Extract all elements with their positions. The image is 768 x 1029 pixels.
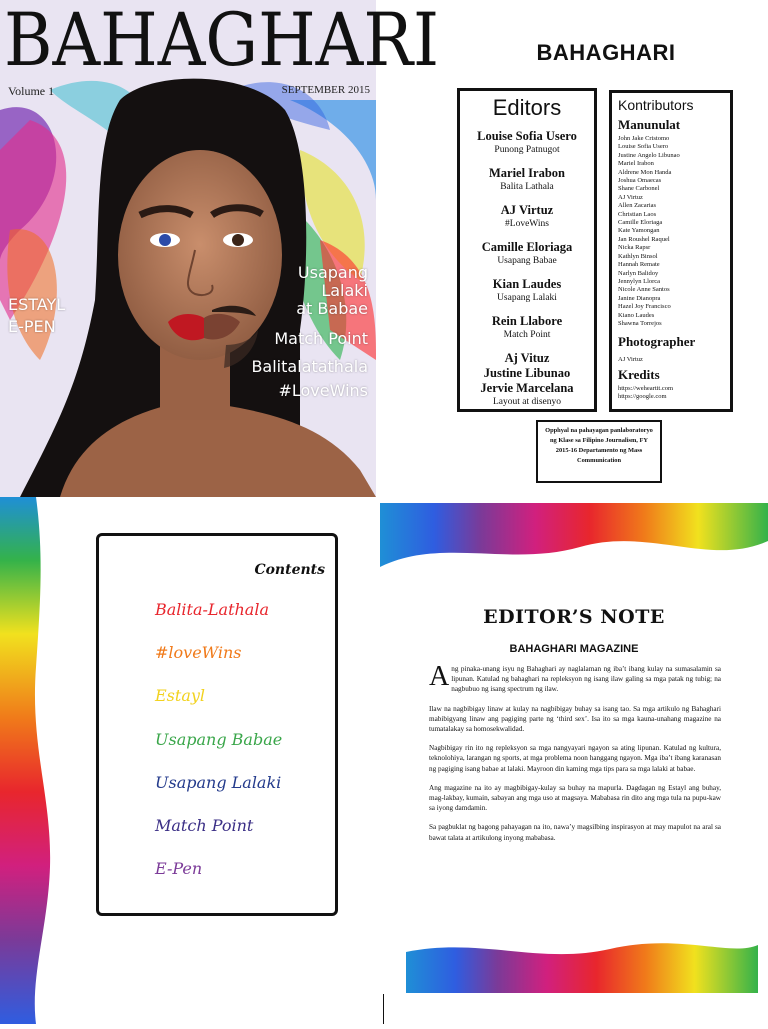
photographer-name: AJ Virtuz [618,356,643,364]
layout-team-names: Aj Vituz Justine Libunao Jervie Marcelana [480,351,574,395]
editor-role: Usapang Babae [497,256,557,266]
layout-team-role: Layout at disenyo [492,397,562,407]
editor-name: Kian Laudes [492,277,562,291]
writer-name: Kathlyn Binsol [618,252,658,260]
toc-item-usapang-babae[interactable]: Usapang Babae [155,730,283,749]
writer-name: Kate Yamongan [618,227,660,235]
cover-date: SEPTEMBER 2015 [281,84,370,96]
contents-box [96,533,338,916]
note-paragraph: Nagbibigay rin ito ng repleksyon sa mga nangyayari ngayon sa ating lipunan. Katulad ng kultura, teknolohiya, larangan ng sports, at mga problema noon hanggang ngayon. Mga iba’t ibang karanasan ng pagiging isang babae at lalaki. Mayroon din kaming mga tips para sa mga lalaki at babae. [429,744,721,773]
contributors-heading: Kontributors [618,97,694,113]
toc-item-match-point[interactable]: Match Point [155,816,254,835]
editor-name: Camille Eloriaga [481,240,573,254]
credits-heading: Kredits [618,366,660,382]
page-divider [383,994,384,1024]
note-paragraph: Ilaw na nagbibigay linaw at kulay na nagbibigay buhay sa isang tao. Sa mga artikulo ng Bahaghari mabibigyang linaw ang pagiging parte ng ‘third sex’. Isa ito sa mga kauna-unahang magazine na tumatalakay sa homosekwalidad. [429,704,721,734]
writer-name: Mariel Irabon [618,160,654,168]
contributors-box [609,90,733,412]
cover-line-lalaki: Lalaki [321,281,368,300]
writer-name: John Jake Cristomo [618,135,670,142]
writer-name: Shawna Torrejos [618,319,662,327]
editor-role: #LoveWins [505,219,549,229]
writer-name: Christian Laos [618,210,657,218]
writer-name: Aldrene Mon Handa [618,168,672,176]
cover-line-balitalatathala: Balitalatathala [251,357,368,376]
writer-name: Camille Eloriaga [618,219,663,227]
contents-heading: Contents [254,562,325,578]
cover-line-match-point: Match Point [274,329,368,348]
writer-name: Narlyn Balidoy [618,269,659,277]
editor-role: Usapang Lalaki [497,293,557,303]
cover-masthead: BAHAGHARI [4,0,440,83]
writer-name: AJ Virtuz [618,193,643,201]
toc-item-balita-lathala[interactable]: Balita-Lathala [155,600,269,619]
editor-name: AJ Virtuz [500,203,554,217]
writer-name: Janine Dianopra [618,294,661,302]
writer-name: Jan Roushel Raquel [618,235,670,243]
cover-line-estayl: ESTAYL [8,295,66,314]
note-paragraph: Sa pagbuklat ng bagong pahayagan na ito, nawa’y magsilbing inspirasyon at may mapulot na aral sa bawat talata at artikulong inyong mababasa. [429,823,721,842]
note-paragraph-text: ng pinaka-unang isyu ng Bahaghari ay naglalaman ng iba’t ibang kulay na sumasalamin sa lipunan. Katulad ng bahaghari na repleksyon ng isang ilaw galing sa mga patak ng tubig; na nagbubuo ng isang spectrum ng ilaw. [451,665,721,694]
writer-name: Joshua Omaecas [618,177,662,185]
editor-role: Match Point [503,330,551,340]
editors-note-title: EDITOR’S NOTE [483,606,665,628]
editors-heading: Editors [492,95,562,120]
editors-box [457,88,597,412]
writer-name: Louise Sofia Usero [618,143,669,151]
editors-note-body [429,661,721,852]
note-paragraph [429,661,721,695]
toc-item-estayl[interactable]: Estayl [155,686,206,705]
writer-name: Hazel Joy Francisco [618,303,671,311]
writer-name: Nicole Anne Santos [618,286,670,294]
writer-name: Shane Carbonel [618,185,660,193]
writer-name: Allen Zacarias [618,202,657,210]
cover-line-lovewins: #LoveWins [278,381,368,400]
writers-heading: Manunulat [618,117,681,132]
publication-note: Opphyal na pahayagan panlaboratoryo ng Klase sa Filipino Journalism, FY 2015-16 Departamento ng Mass Communication [536,420,662,483]
note-paragraph: Ang magazine na ito ay magbibigay-kulay sa buhay na mapurla. Dagdagan ng Estayl ang buhay, mag-lakbay, kumain, sabayan ang mga uso at magsaya. Mababasa rin dito ang mga tula na pupu-kaw sa iyong damdamin. [429,783,721,813]
photographer-heading: Photographer [618,334,696,350]
cover-line-epen: E-PEN [8,317,56,336]
writer-name: Nicka Rapsr [618,244,651,252]
magazine-cover [0,0,440,497]
drop-cap: A [429,661,450,692]
editor-name: Louise Sofia Usero [477,129,577,143]
editor-role: Balita Lathala [500,182,554,192]
writer-name: Justine Angelo Libunao [618,151,680,159]
editor-name: Mariel Irabon [488,166,566,180]
editor-name: Rein Llabore [491,314,563,328]
writer-name: Jennylyn Llorca [618,277,661,285]
writer-name: Hannah Remate [618,261,660,269]
toc-item-e-pen[interactable]: E-Pen [155,859,203,878]
editors-note-subtitle: BAHAGHARI MAGAZINE [509,643,639,655]
toc-item-usapang-lalaki[interactable]: Usapang Lalaki [155,773,282,792]
cover-line-at-babae: at Babae [296,299,368,318]
writer-name: Kiano Laudes [618,311,655,319]
editor-role: Punong Patnugot [494,145,560,155]
masthead-title: BAHAGHARI [536,40,676,65]
credit-link[interactable]: https://weheartit.com [618,384,674,392]
writers-list [618,135,724,328]
cover-volume: Volume 1 [8,84,55,98]
cover-line-usapang: Usapang [297,263,368,282]
credit-link[interactable]: https://google.com [618,393,667,401]
toc-item-lovewins[interactable]: #loveWins [155,643,242,662]
